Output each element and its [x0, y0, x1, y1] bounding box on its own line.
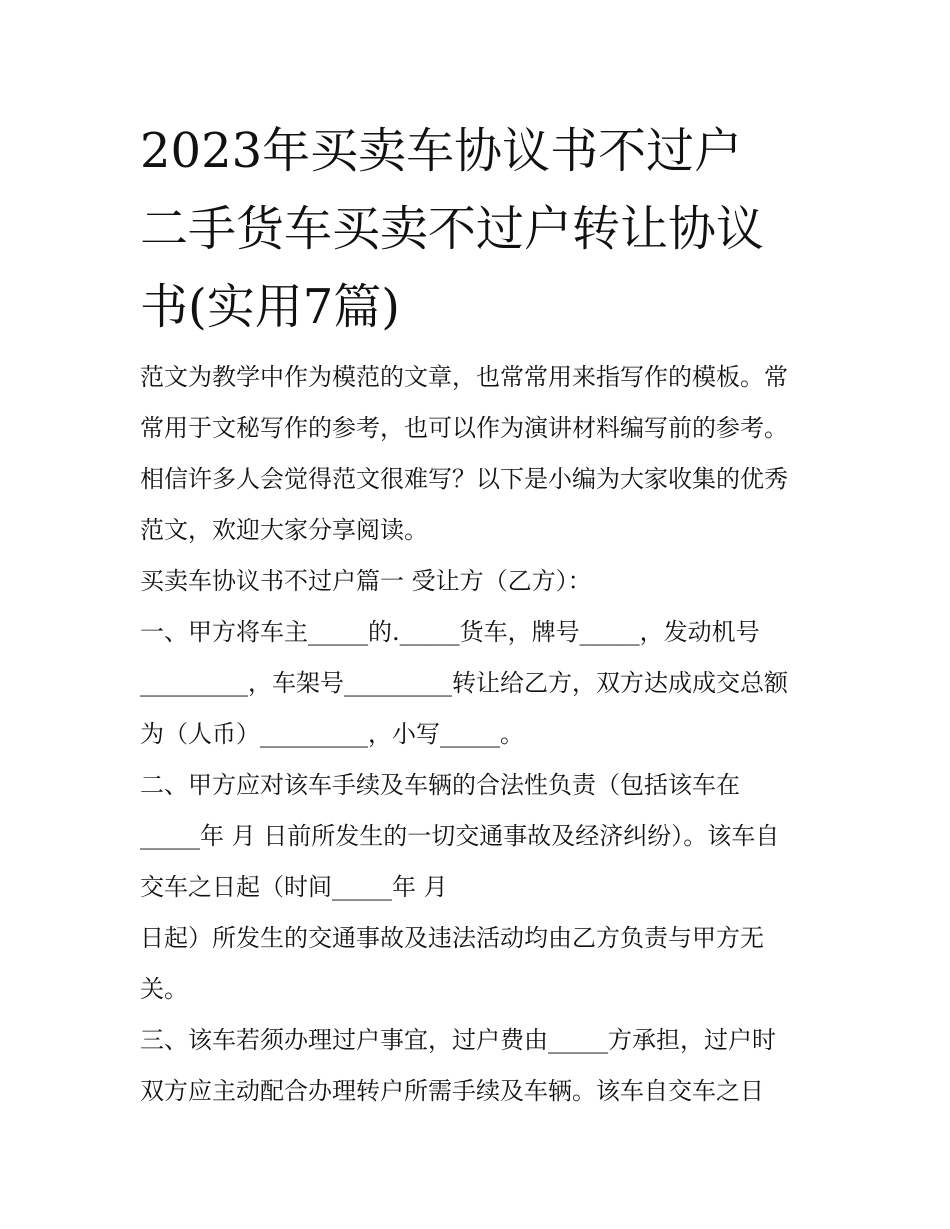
- document-title: [140, 112, 840, 346]
- body-line: 一、甲方将车主_____的._____货车，牌号_____，发动机号: [140, 618, 760, 646]
- body-line: 常用于文秘写作的参考，也可以作为演讲材料编写前的参考。: [140, 414, 788, 442]
- body-line: 关。: [140, 975, 188, 1003]
- body-line: 二、甲方应对该车手续及车辆的合法性负责（包括该车在: [140, 771, 740, 799]
- body-line: _____年 月 日前所发生的一切交通事故及经济纠纷）。该车自: [140, 822, 780, 850]
- title-line-3: 书(实用7篇): [140, 279, 400, 335]
- document-body: [140, 352, 815, 1117]
- section-heading: 买卖车协议书不过户篇一 受让方（乙方）：: [140, 567, 592, 595]
- body-line: 相信许多人会觉得范文很难写？以下是小编为大家收集的优秀: [140, 465, 788, 493]
- body-line: 双方应主动配合办理转户所需手续及车辆。该车自交车之日: [140, 1077, 764, 1105]
- body-line: 三、该车若须办理过户事宜，过户费由_____方承担，过户时: [140, 1026, 776, 1054]
- body-line: 范文，欢迎大家分享阅读。: [140, 516, 428, 544]
- body-line: 日起）所发生的交通事故及违法活动均由乙方负责与甲方无: [140, 924, 764, 952]
- body-line: _________，车架号_________转让给乙方，双方达成成交总额: [140, 669, 788, 697]
- title-line-2: 二手货车买卖不过户转让协议: [140, 201, 765, 257]
- title-line-1: 2023年买卖车协议书不过户: [140, 123, 743, 179]
- body-line: 交车之日起（时间_____年 月: [140, 873, 448, 901]
- body-line: 范文为教学中作为模范的文章，也常常用来指写作的模板。常: [140, 363, 788, 391]
- body-line: 为（人币）_________，小写_____。: [140, 720, 524, 748]
